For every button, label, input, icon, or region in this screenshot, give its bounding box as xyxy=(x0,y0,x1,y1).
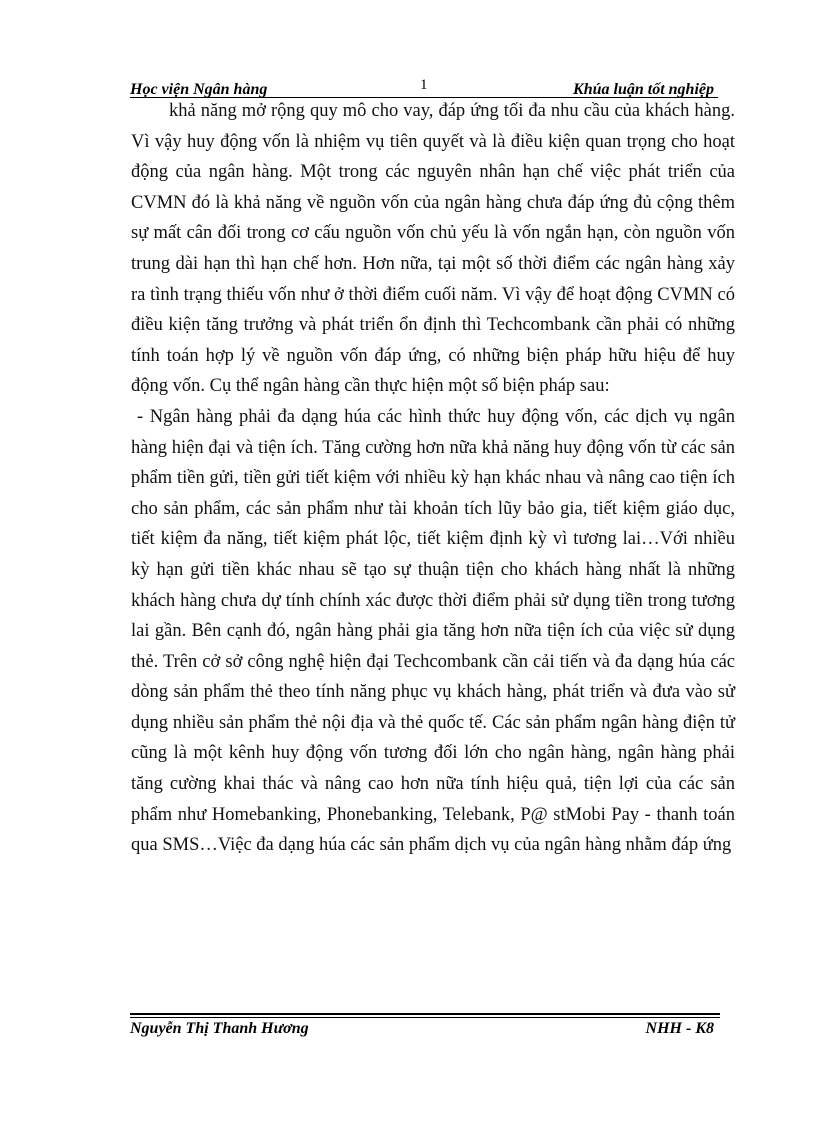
paragraph-1: khả năng mở rộng quy mô cho vay, đáp ứng tối đa nhu cầu của khách hàng. Vì vậy huy động vốn là nhiệm vụ tiên quyết và là điều kiện quan trọng cho hoạt động của ngân hàng. Một trong các nguyên nhân hạn chế việc phát triển của CVMN đó là khả năng về nguồn vốn của ngân hàng chưa đáp ứng đủ cộng thêm sự mất cân đối trong cơ cấu nguồn vốn chủ yếu là vốn ngắn hạn, còn nguồn vốn trung dài hạn thì hạn chế hơn. Hơn nữa, tại một số thời điểm các ngân hàng xảy ra tình trạng thiếu vốn như ở thời điểm cuối năm. Vì vậy để hoạt động CVMN có điều kiện tăng trưởng và phát triển ổn định thì Techcombank cần phải có những tính toán hợp lý về nguồn vốn đáp ứng, có những biện pháp hữu hiệu để huy động vốn. Cụ thể ngân hàng cần thực hiện một số biện pháp sau: xyxy=(131,101,735,397)
footer-rule-thick xyxy=(130,1013,720,1015)
footer-rule-thin xyxy=(130,1017,720,1018)
page-number: 1 xyxy=(420,77,428,93)
body-text xyxy=(131,96,735,976)
header-institution: Học viện Ngân hàng xyxy=(130,81,268,98)
footer-author: Nguyễn Thị Thanh Hương xyxy=(130,1020,309,1037)
footer-class-code: NHH - K8 xyxy=(645,1020,714,1037)
header-document-type: Khúa luận tốt nghiệp xyxy=(573,81,714,98)
paragraph-2: - Ngân hàng phải đa dạng húa các hình thức huy động vốn, các dịch vụ ngân hàng hiện đại và tiện ích. Tăng cường hơn nữa khả năng huy động vốn từ các sản phẩm tiền gửi, tiền gửi tiết kiệm với nhiều kỳ hạn khác nhau và nâng cao tiện ích cho sản phẩm, các sản phẩm như tài khoản tích lũy bảo gia, tiết kiệm giáo dục, tiết kiệm đa năng, tiết kiệm phát lộc, tiết kiệm định kỳ vì tương lai…Với nhiều kỳ hạn gửi tiền khác nhau sẽ tạo sự thuận tiện cho khách hàng nhất là những khách hàng chưa dự tính chính xác được thời điểm phải sử dụng tiền trong tương lai gần. Bên cạnh đó, ngân hàng phải gia tăng hơn nữa tiện ích của việc sử dụng thẻ. Trên cở sở công nghệ hiện đại Techcombank cần cải tiến và đa dạng húa các dòng sản phẩm thẻ theo tính năng phục vụ khách hàng, phát triển và đưa vào sử dụng nhiều sản phẩm thẻ nội địa và thẻ quốc tế. Các sản phẩm ngân hàng điện tử cũng là một kênh huy động vốn tương đối lớn cho ngân hàng, ngân hàng phải tăng cường khai thác và nâng cao hơn nữa tính hiệu quả, tiện lợi của các sản phẩm như Homebanking, Phonebanking, Telebank, P@ stMobi Pay - thanh toán qua SMS…Việc đa dạng húa các sản phẩm dịch vụ của ngân hàng nhằm đáp ứng xyxy=(131,406,735,856)
page-footer xyxy=(130,1020,720,1044)
